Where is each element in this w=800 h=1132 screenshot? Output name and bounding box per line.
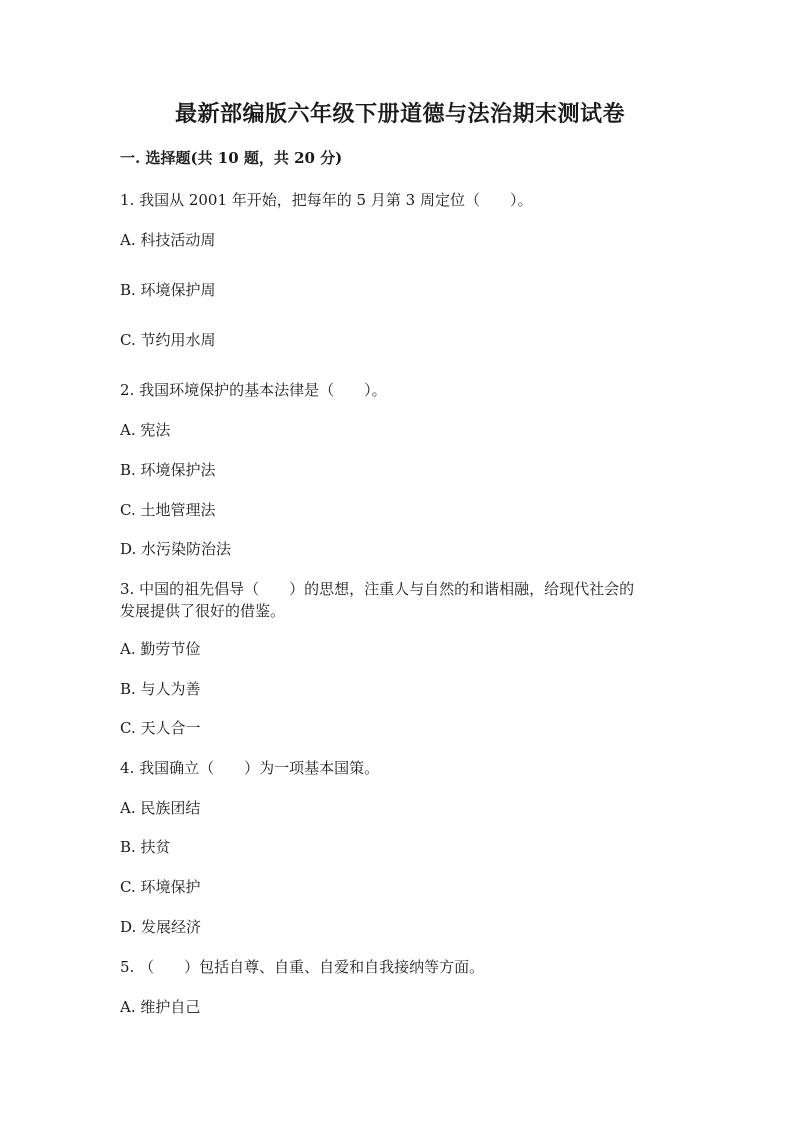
question-2-stem: 2. 我国环境保护的基本法律是（ ）。: [120, 381, 387, 399]
question-4-option-b: B. 扶贫: [120, 838, 171, 856]
question-1-stem: 1. 我国从 2001 年开始，把每年的 5 月第 3 周定位（ ）。: [120, 191, 533, 209]
question-1-option-c: C. 节约用水周: [120, 331, 216, 349]
question-4-option-a: A. 民族团结: [120, 799, 201, 817]
question-2-option-d: D. 水污染防治法: [120, 540, 232, 558]
question-4-option-d: D. 发展经济: [120, 918, 202, 936]
question-3-stem-line-1: 3. 中国的祖先倡导（ ）的思想，注重人与自然的和谐相融，给现代社会的: [120, 580, 635, 598]
question-2-option-c: C. 土地管理法: [120, 501, 216, 519]
question-3-option-c: C. 天人合一: [120, 719, 201, 737]
question-4-option-c: C. 环境保护: [120, 878, 201, 896]
page-title: 最新部编版六年级下册道德与法治期末测试卷: [174, 101, 625, 127]
question-5-option-a: A. 维护自己: [120, 998, 201, 1016]
question-1-option-b: B. 环境保护周: [120, 281, 216, 299]
section-heading: 一. 选择题(共 10 题，共 20 分): [120, 149, 343, 167]
question-4-stem: 4. 我国确立（ ）为一项基本国策。: [120, 759, 380, 777]
question-3-option-a: A. 勤劳节俭: [120, 640, 201, 658]
question-1-option-a: A. 科技活动周: [120, 231, 216, 249]
question-2-option-a: A. 宪法: [120, 421, 171, 439]
question-5-stem: 5. （ ）包括自尊、自重、自爱和自我接纳等方面。: [120, 958, 485, 976]
question-3-option-b: B. 与人为善: [120, 680, 201, 698]
question-2-option-b: B. 环境保护法: [120, 461, 216, 479]
question-3-stem-line-2: 发展提供了很好的借鉴。: [120, 602, 286, 620]
